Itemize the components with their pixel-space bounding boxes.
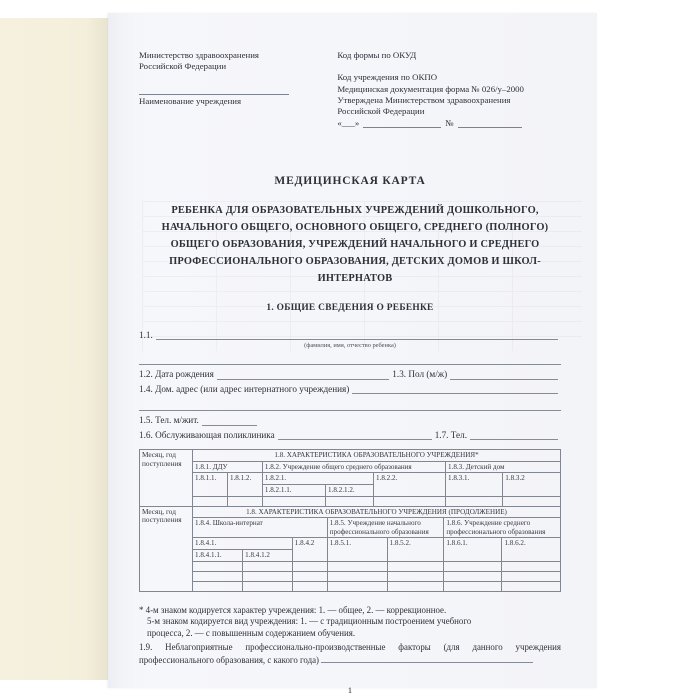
- table1-empty-cell: [374, 496, 446, 506]
- field-1-6-line: [278, 439, 432, 440]
- number-sign: №: [445, 118, 454, 129]
- footnote-line-2: 5-м знаком кодируется вид учреждения: 1. — с традиционным построением учебного: [147, 616, 472, 627]
- institution-table-part1: [139, 449, 561, 506]
- footnote-line-3: процесса, 2. — с повышенным содержанием обучения.: [147, 627, 356, 638]
- date-quotes: «___»: [337, 118, 360, 129]
- table2-group-primary-vocational: 1.8.5. Учреждение начального профессионального образования: [327, 518, 444, 538]
- table1-empty-cell: [326, 496, 374, 506]
- organization-name-label: Наименование учреждения: [139, 95, 242, 106]
- table2-empty-cell: [502, 571, 561, 581]
- table2-empty-cell: [292, 561, 327, 571]
- field-1-4-extra-line: [139, 398, 561, 411]
- date-blank-line: [363, 127, 441, 128]
- section-1-heading: 1. ОБЩИЕ СВЕДЕНИЯ О РЕБЕНКЕ: [266, 303, 434, 314]
- table2-subcell: 1.8.4.1.1.: [193, 550, 243, 562]
- document-subtitle: РЕБЕНКА ДЛЯ ОБРАЗОВАТЕЛЬНЫХ УЧРЕЖДЕНИЙ ДОШКОЛЬНОГО, НАЧАЛЬНОГО ОБЩЕГО, ОСНОВНОГО ОБЩЕГО, СРЕДНЕГО (ПОЛНОГО) ОБЩЕГО ОБРАЗОВАНИЯ, УЧРЕЖДЕНИЙ НАЧАЛЬНОГО И СРЕДНЕГО ПРОФЕССИОНАЛЬНОГО ОБРАЗОВАНИЯ, ДЕТСКИХ ДОМОВ И ШКОЛ-ИНТЕРНАТОВ: [161, 205, 549, 285]
- table2-empty-cell: [243, 581, 293, 591]
- footnote-line-1: * 4-м знаком кодируется характер учреждения: 1. — общее, 2. — коррекционное.: [139, 604, 447, 615]
- table1-cell: 1.8.1.1.: [193, 473, 228, 496]
- table1-subcell: 1.8.2.1.2.: [326, 485, 374, 497]
- table2-empty-cell: [444, 561, 502, 571]
- form-content: [108, 13, 597, 698]
- table1-cell: 1.8.2.1.: [262, 473, 373, 485]
- table1-group-ddu: 1.8.1. ДДУ: [193, 461, 263, 473]
- table2-empty-cell: [387, 571, 444, 581]
- table2-header: 1.8. ХАРАКТЕРИСТИКА ОБРАЗОВАТЕЛЬНОГО УЧРЕЖДЕНИЯ (ПРОДОЛЖЕНИЕ): [193, 506, 561, 518]
- approved-line-2: Российской Федерации: [337, 106, 425, 117]
- table1-cell: 1.8.2.2.: [374, 473, 446, 496]
- field-1-2-line: [217, 379, 389, 380]
- table2-empty-cell: [243, 571, 293, 581]
- header-left-block: [139, 50, 337, 130]
- institution-table-part2: [139, 506, 561, 592]
- table2-empty-cell: [444, 571, 502, 581]
- field-1-9: [139, 641, 561, 666]
- table2-empty-cell: [327, 571, 387, 581]
- table1-cell: 1.8.3.1.: [446, 473, 503, 496]
- field-1-1-label: 1.1.: [139, 329, 153, 340]
- table2-cell: 1.8.5.2.: [387, 538, 444, 561]
- field-1-5-line: [202, 425, 257, 426]
- table2-empty-cell: [327, 561, 387, 571]
- field-1-4-line: [352, 393, 558, 394]
- table2-empty-cell: [243, 561, 293, 571]
- form-number-label: Медицинская документация форма № 026/у–2000: [337, 83, 524, 94]
- field-row-1-2-1-3: [139, 368, 561, 382]
- field-1-7-line: [470, 439, 558, 440]
- back-page-edge: [0, 18, 110, 680]
- field-1-9-line: [321, 654, 533, 663]
- table1-header: 1.8. ХАРАКТЕРИСТИКА ОБРАЗОВАТЕЛЬНОГО УЧРЕЖДЕНИЯ*: [193, 450, 561, 462]
- table2-cell: 1.8.6.2.: [502, 538, 561, 561]
- table1-subcell: 1.8.2.1.1.: [262, 485, 325, 497]
- table2-subcell: 1.8.4.1.2: [243, 550, 293, 562]
- table2-empty-cell: [327, 581, 387, 591]
- table2-cell: 1.8.6.1.: [444, 538, 502, 561]
- form-page: [108, 13, 597, 696]
- approved-line-1: Утверждена Министерством здравоохранения: [337, 94, 511, 105]
- ministry-line-1: Министерство здравоохранения: [139, 50, 259, 60]
- field-1-1-extra-line: [139, 352, 561, 365]
- table1-empty-cell: [503, 496, 561, 506]
- field-1-7-label: 1.7. Тел.: [434, 429, 467, 440]
- table2-empty-cell: [387, 561, 444, 571]
- okud-code-label: Код формы по ОКУД: [337, 50, 417, 60]
- table1-empty-cell: [446, 496, 503, 506]
- table2-empty-cell: [502, 581, 561, 591]
- table2-group-boarding-school: 1.8.4. Школа-интернат: [193, 518, 328, 538]
- field-1-4-label: 1.4. Дом. адрес (или адрес интернатного учреждения): [139, 383, 350, 394]
- table2-cell: 1.8.4.2: [292, 538, 327, 561]
- field-1-9-label: 1.9. Неблагоприятные профессионально-производственные факторы (для данного учреждения профессионального образования, с какого года): [139, 642, 561, 665]
- table1-group-secondary: 1.8.2. Учреждение общего среднего образования: [262, 461, 445, 473]
- table1-empty-cell: [262, 496, 325, 506]
- field-1-3-label: 1.3. Пол (м/ж): [392, 369, 448, 380]
- field-1-1-line: [156, 339, 558, 340]
- table2-empty-cell: [502, 561, 561, 571]
- table1-cell: 1.8.3.2: [503, 473, 561, 496]
- okpo-code-label: Код учреждения по ОКПО: [337, 72, 438, 83]
- number-blank-line: [458, 127, 522, 128]
- page-number: 1: [347, 685, 353, 696]
- field-1-3-line: [450, 379, 558, 380]
- table2-cell: 1.8.4.1.: [193, 538, 293, 550]
- field-row-1-4: [139, 383, 561, 397]
- table2-empty-cell: [193, 581, 243, 591]
- table2-empty-cell: [444, 581, 502, 591]
- header-right-block: [337, 50, 561, 130]
- approval-date-number-line: [337, 118, 561, 129]
- table2-empty-cell: [193, 571, 243, 581]
- table-footnote: [139, 605, 561, 640]
- table2-cell: 1.8.5.1.: [327, 538, 387, 561]
- ministry-line-2: Российской Федерации: [139, 61, 227, 72]
- organization-name-line: [139, 84, 289, 95]
- table2-side-label: Месяц, год поступления: [140, 506, 193, 591]
- table1-empty-cell: [193, 496, 228, 506]
- table1-cell: 1.8.1.2.: [227, 473, 262, 496]
- field-1-6-label: 1.6. Обслуживающая поликлиника: [139, 429, 275, 440]
- table1-side-label: Месяц, год поступления: [140, 450, 193, 506]
- table2-empty-cell: [292, 571, 327, 581]
- general-info-fields: [139, 329, 561, 443]
- table2-empty-cell: [193, 561, 243, 571]
- form-header: [139, 50, 561, 130]
- field-1-5-label: 1.5. Тел. м/жит.: [139, 415, 199, 426]
- field-1-2-label: 1.2. Дата рождения: [139, 369, 214, 380]
- table2-empty-cell: [292, 581, 327, 591]
- field-1-1-caption: (фамилия, имя, отчество ребенка): [304, 342, 396, 350]
- field-row-1-6-1-7: [139, 429, 561, 443]
- field-1-1: [139, 329, 561, 343]
- table1-empty-cell: [227, 496, 262, 506]
- document-title: МЕДИЦИНСКАЯ КАРТА: [274, 174, 426, 187]
- table1-group-orphanage: 1.8.3. Детский дом: [446, 461, 561, 473]
- field-row-1-5: [139, 414, 561, 428]
- table2-group-secondary-vocational: 1.8.6. Учреждение среднего профессионального образования: [444, 518, 561, 538]
- table2-empty-cell: [387, 581, 444, 591]
